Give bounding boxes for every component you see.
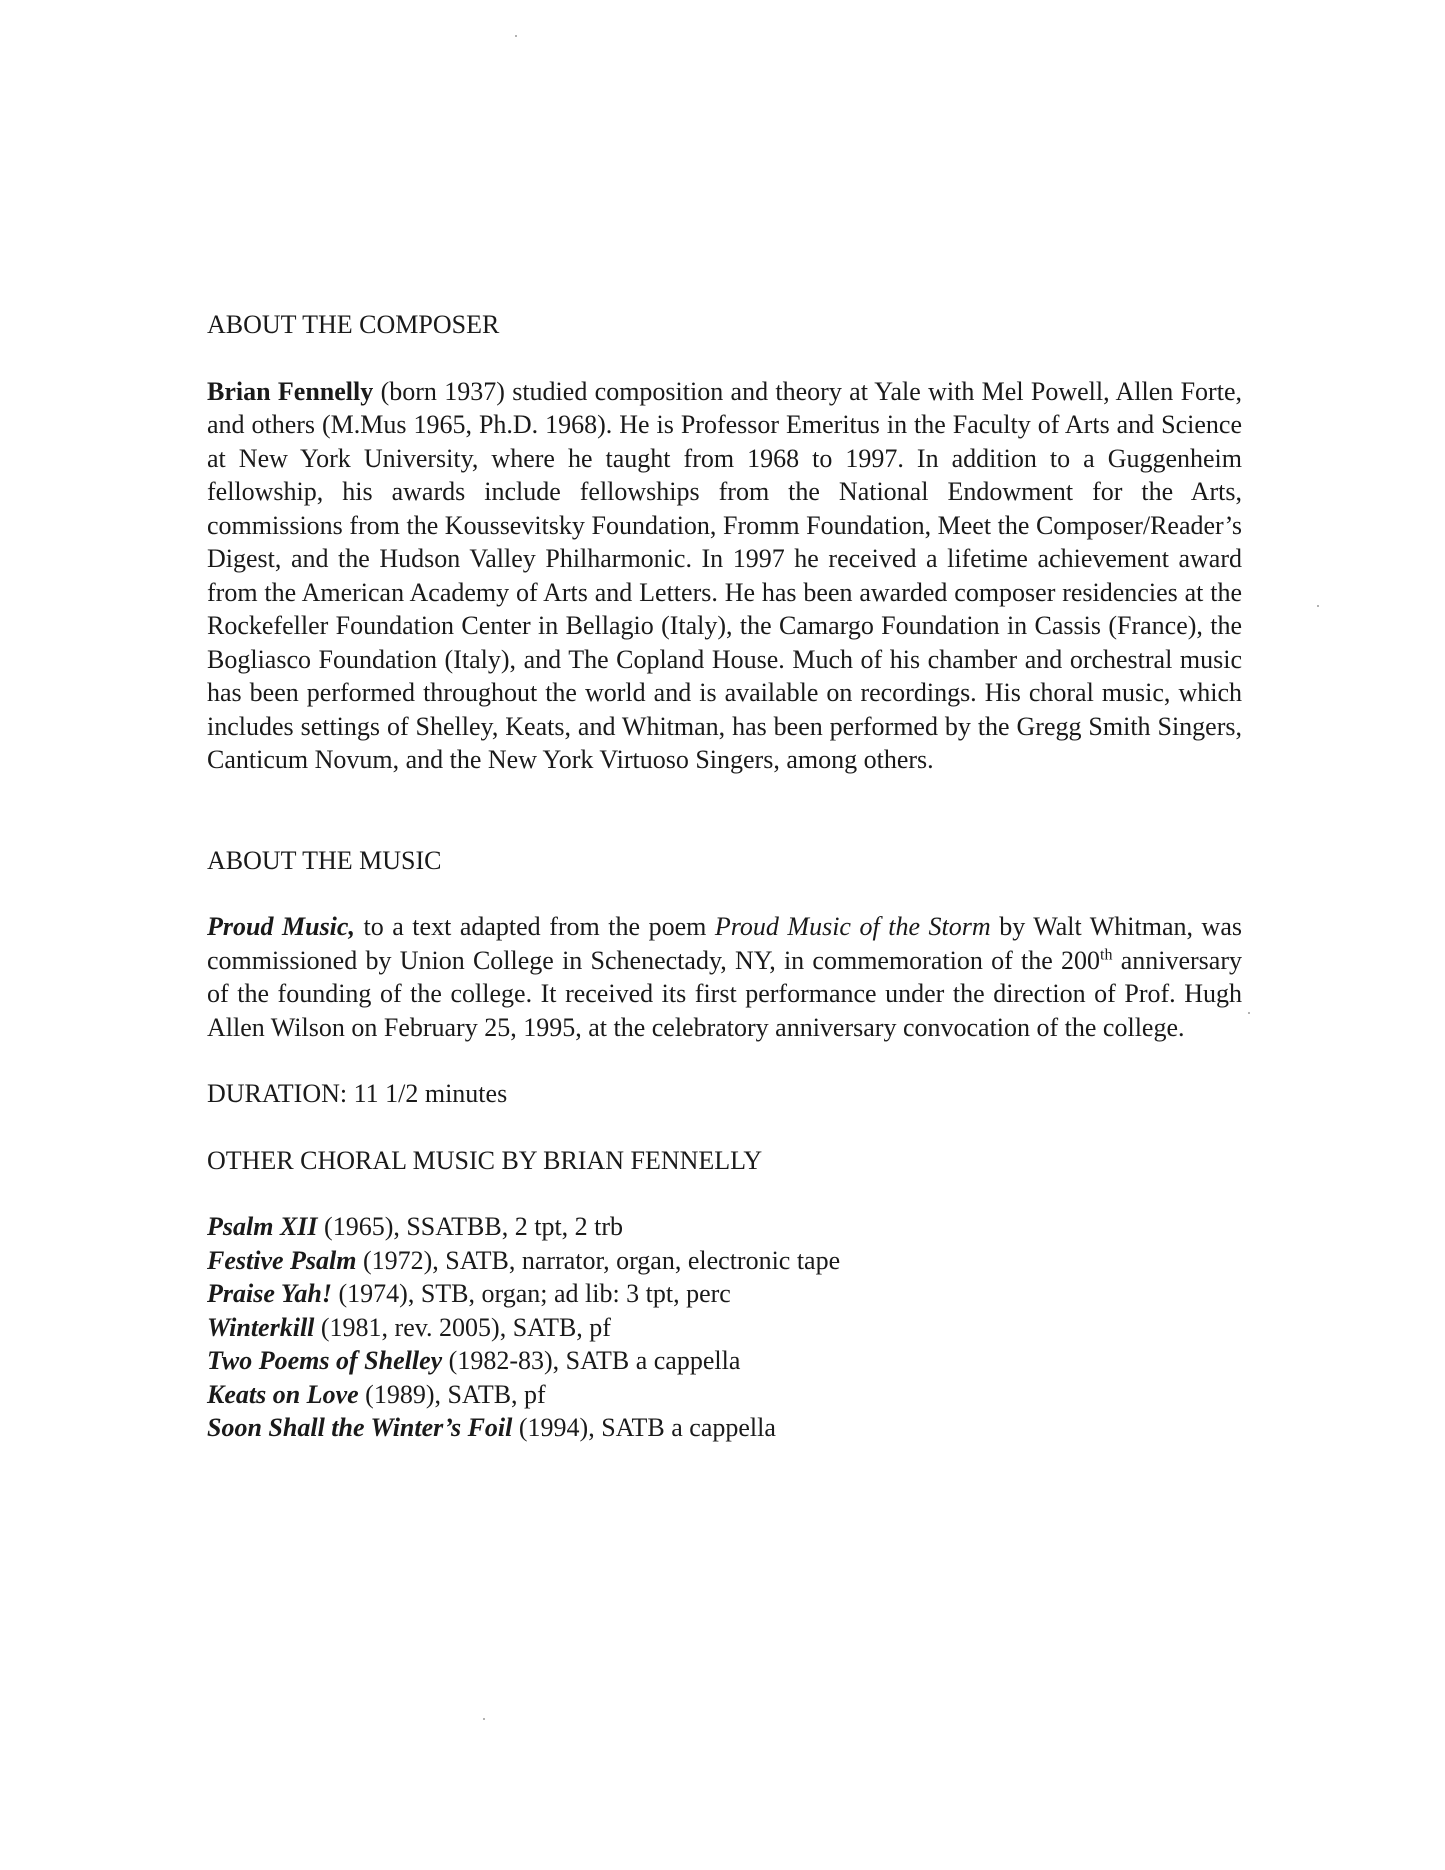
work-title: Two Poems of Shelley bbox=[207, 1346, 443, 1375]
about-composer-heading: ABOUT THE COMPOSER bbox=[207, 310, 500, 339]
work-details: (1981, rev. 2005), SATB, pf bbox=[314, 1312, 611, 1342]
scan-speck bbox=[1248, 1012, 1250, 1014]
work-details: (1994), SATB a cappella bbox=[512, 1413, 776, 1442]
work-title: Festive Psalm bbox=[207, 1245, 357, 1275]
list-item bbox=[207, 1277, 1242, 1311]
list-item bbox=[207, 1210, 1242, 1244]
composer-bio-text: (born 1937) studied composition and theory at Yale with Mel Powell, Allen Forte, and others (M.Mus 1965, Ph.D. 1968). He is Professor Emeritus in the Faculty of Arts and Science at New York University, where he taught from 1968 to 1997. In addition to a Guggenheim fellowship, his awards include fellowships from the National Endowment for the Arts, commissions from the Koussevitsky Foundation, Fromm Foundation, Meet the Composer/Reader’s Digest, and the Hudson Valley Philharmonic. In 1997 he received a lifetime achievement award from the American Academy of Arts and Letters. He has been awarded composer residencies at the Rockefeller Foundation Center in Bellagio (Italy), the Camargo Foundation in Cassis (France), the Bogliasco Foundation (Italy), and The Copland House. Much of his chamber and orchestral music has been performed throughout the world and is available on recordings. His choral music, which includes settings of Shelley, Keats, and Whitman, has been performed by the Gregg Smith Singers, Canticum Novum, and the New York Virtuoso Singers, among others. bbox=[207, 376, 1242, 774]
document-body bbox=[207, 308, 1242, 1445]
work-title: Soon Shall the Winter’s Foil bbox=[207, 1413, 513, 1442]
duration: DURATION: 11 1/2 minutes bbox=[207, 1079, 508, 1108]
work-details: (1974), STB, organ; ad lib: 3 tpt, perc bbox=[332, 1279, 731, 1308]
other-choral-music-heading: OTHER CHORAL MUSIC BY BRIAN FENNELLY bbox=[207, 1145, 763, 1175]
work-title: Proud Music, bbox=[207, 912, 355, 941]
work-title: Winterkill bbox=[207, 1312, 315, 1342]
work-details: (1982-83), SATB a cappella bbox=[442, 1346, 741, 1375]
scan-speck bbox=[1317, 605, 1319, 607]
music-text: by Walt Whitman, was commissioned by Union College in Schenectady, NY, in commemoration of the 200 bbox=[207, 912, 1242, 975]
works-list bbox=[207, 1210, 1242, 1445]
list-item bbox=[207, 1244, 1242, 1278]
music-text: anniversary of the founding of the college. It received its first performance under the direction of Prof. Hugh Allen Wilson on February 25, 1995, at the celebratory anniversary convocation of the college. bbox=[207, 945, 1242, 1042]
composer-name: Brian Fennelly bbox=[207, 376, 374, 406]
work-title: Keats on Love bbox=[207, 1379, 359, 1409]
scan-speck bbox=[515, 35, 517, 37]
list-item bbox=[207, 1411, 1242, 1445]
work-details: (1989), SATB, pf bbox=[358, 1379, 546, 1409]
about-music-heading: ABOUT THE MUSIC bbox=[207, 845, 442, 875]
scan-speck bbox=[483, 1718, 485, 1720]
composer-bio bbox=[207, 375, 1242, 777]
music-text: to a text adapted from the poem bbox=[354, 912, 715, 941]
poem-title: Proud Music of the Storm bbox=[714, 912, 991, 941]
music-description bbox=[207, 910, 1242, 1044]
list-item bbox=[207, 1344, 1242, 1378]
work-details: (1965), SSATBB, 2 tpt, 2 trb bbox=[317, 1212, 624, 1241]
ordinal-suffix: th bbox=[1100, 945, 1113, 963]
list-item bbox=[207, 1311, 1242, 1345]
work-title: Psalm XII bbox=[207, 1212, 318, 1241]
work-title: Praise Yah! bbox=[207, 1279, 332, 1308]
work-details: (1972), SATB, narrator, organ, electronic tape bbox=[356, 1245, 841, 1275]
list-item bbox=[207, 1378, 1242, 1412]
